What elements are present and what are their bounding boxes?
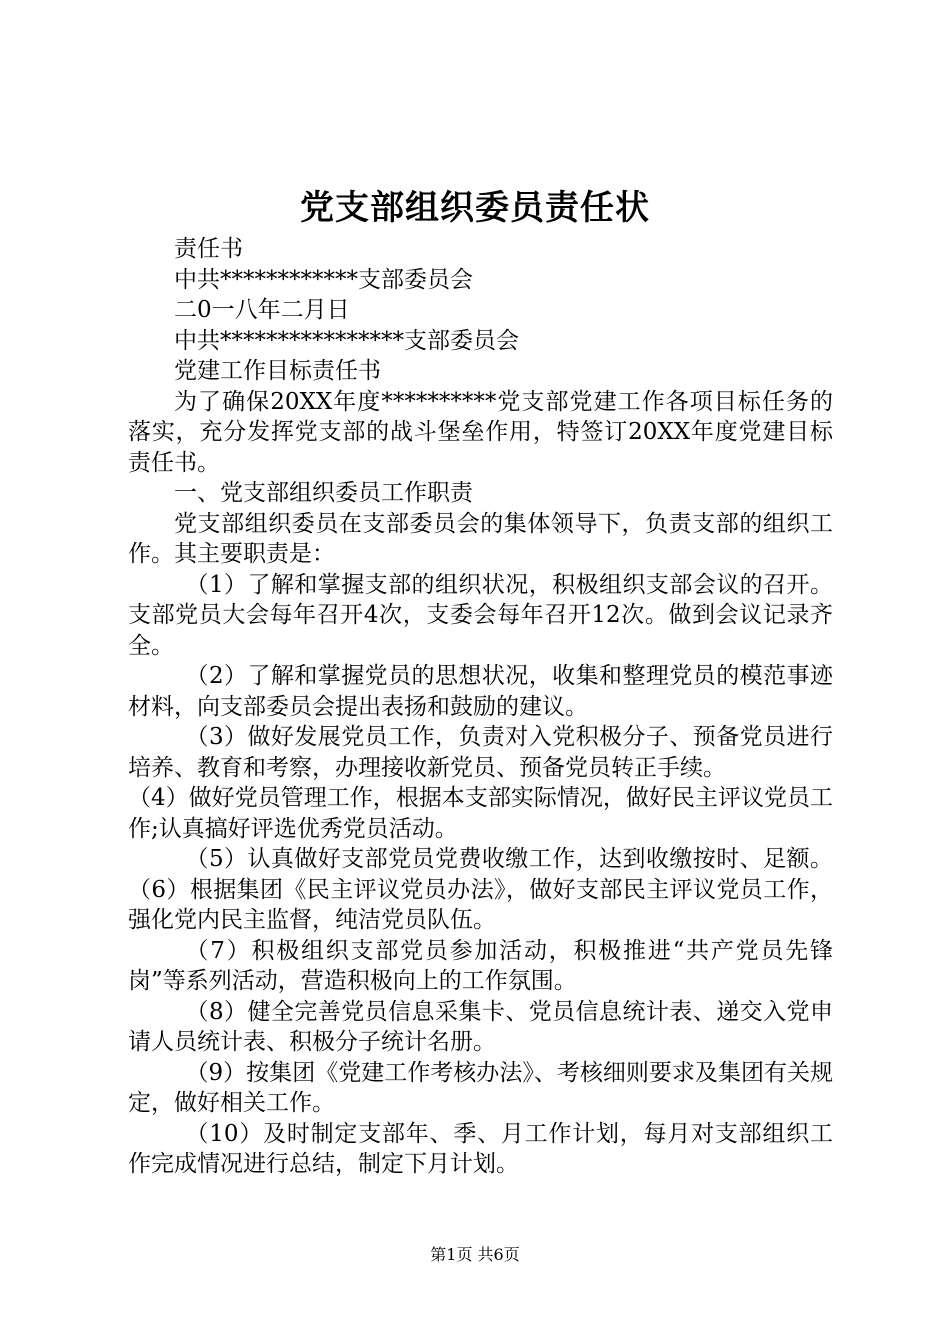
paragraph: 为了确保20XX年度**********党支部党建工作各项目标任务的落实，充分发挥党支部的战斗堡垒作用，特签订20XX年度党建目标责任书。	[128, 388, 833, 476]
list-item: （4）做好党员管理工作，根据本支部实际情况，做好民主评议党员工作;认真搞好评选优秀党员活动。	[128, 785, 833, 842]
section-heading: 一、党支部组织委员工作职责	[174, 480, 473, 506]
paragraph: 中共****************支部委员会	[174, 327, 519, 354]
list-item: （8）健全完善党员信息采集卡、党员信息统计表、递交入党申请人员统计表、积极分子统计名册。	[128, 998, 833, 1055]
paragraph: 二0一八年二月日	[174, 297, 350, 323]
list-item: （7）积极组织支部党员参加活动，积极推进“共产党员先锋岗”等系列活动，营造积极向上的工作氛围。	[128, 937, 833, 994]
list-item: （1）了解和掌握支部的组织状况，积极组织支部会议的召开。支部党员大会每年召开4次，支委会每年召开12次。做到会议记录齐全。	[128, 571, 833, 659]
paragraph: 责任书	[174, 236, 243, 262]
page-number-footer: 第1页 共6页	[430, 1245, 520, 1264]
list-item: （10）及时制定支部年、季、月工作计划，每月对支部组织工作完成情况进行总结，制定下月计划。	[128, 1120, 833, 1177]
list-item: （9）按集团《党建工作考核办法》、考核细则要求及集团有关规定，做好相关工作。	[128, 1059, 833, 1116]
paragraph: 党建工作目标责任书	[174, 358, 381, 384]
list-item: （3）做好发展党员工作，负责对入党积极分子、预备党员进行培养、教育和考察，办理接收新党员、预备党员转正手续。	[128, 724, 833, 781]
list-item: （5）认真做好支部党员党费收缴工作，达到收缴按时、足额。（6）根据集团《民主评议党员办法》，做好支部民主评议党员工作，强化党内民主监督，纯洁党员队伍。	[128, 846, 833, 933]
document-body	[128, 234, 833, 1180]
paragraph: 中共************支部委员会	[174, 266, 473, 293]
paragraph: 党支部组织委员在支部委员会的集体领导下，负责支部的组织工作。其主要职责是：	[128, 510, 833, 567]
document-title: 党支部组织委员责任状	[300, 188, 650, 228]
list-item: （2）了解和掌握党员的思想状况，收集和整理党员的模范事迹材料，向支部委员会提出表扬和鼓励的建议。	[128, 663, 833, 720]
